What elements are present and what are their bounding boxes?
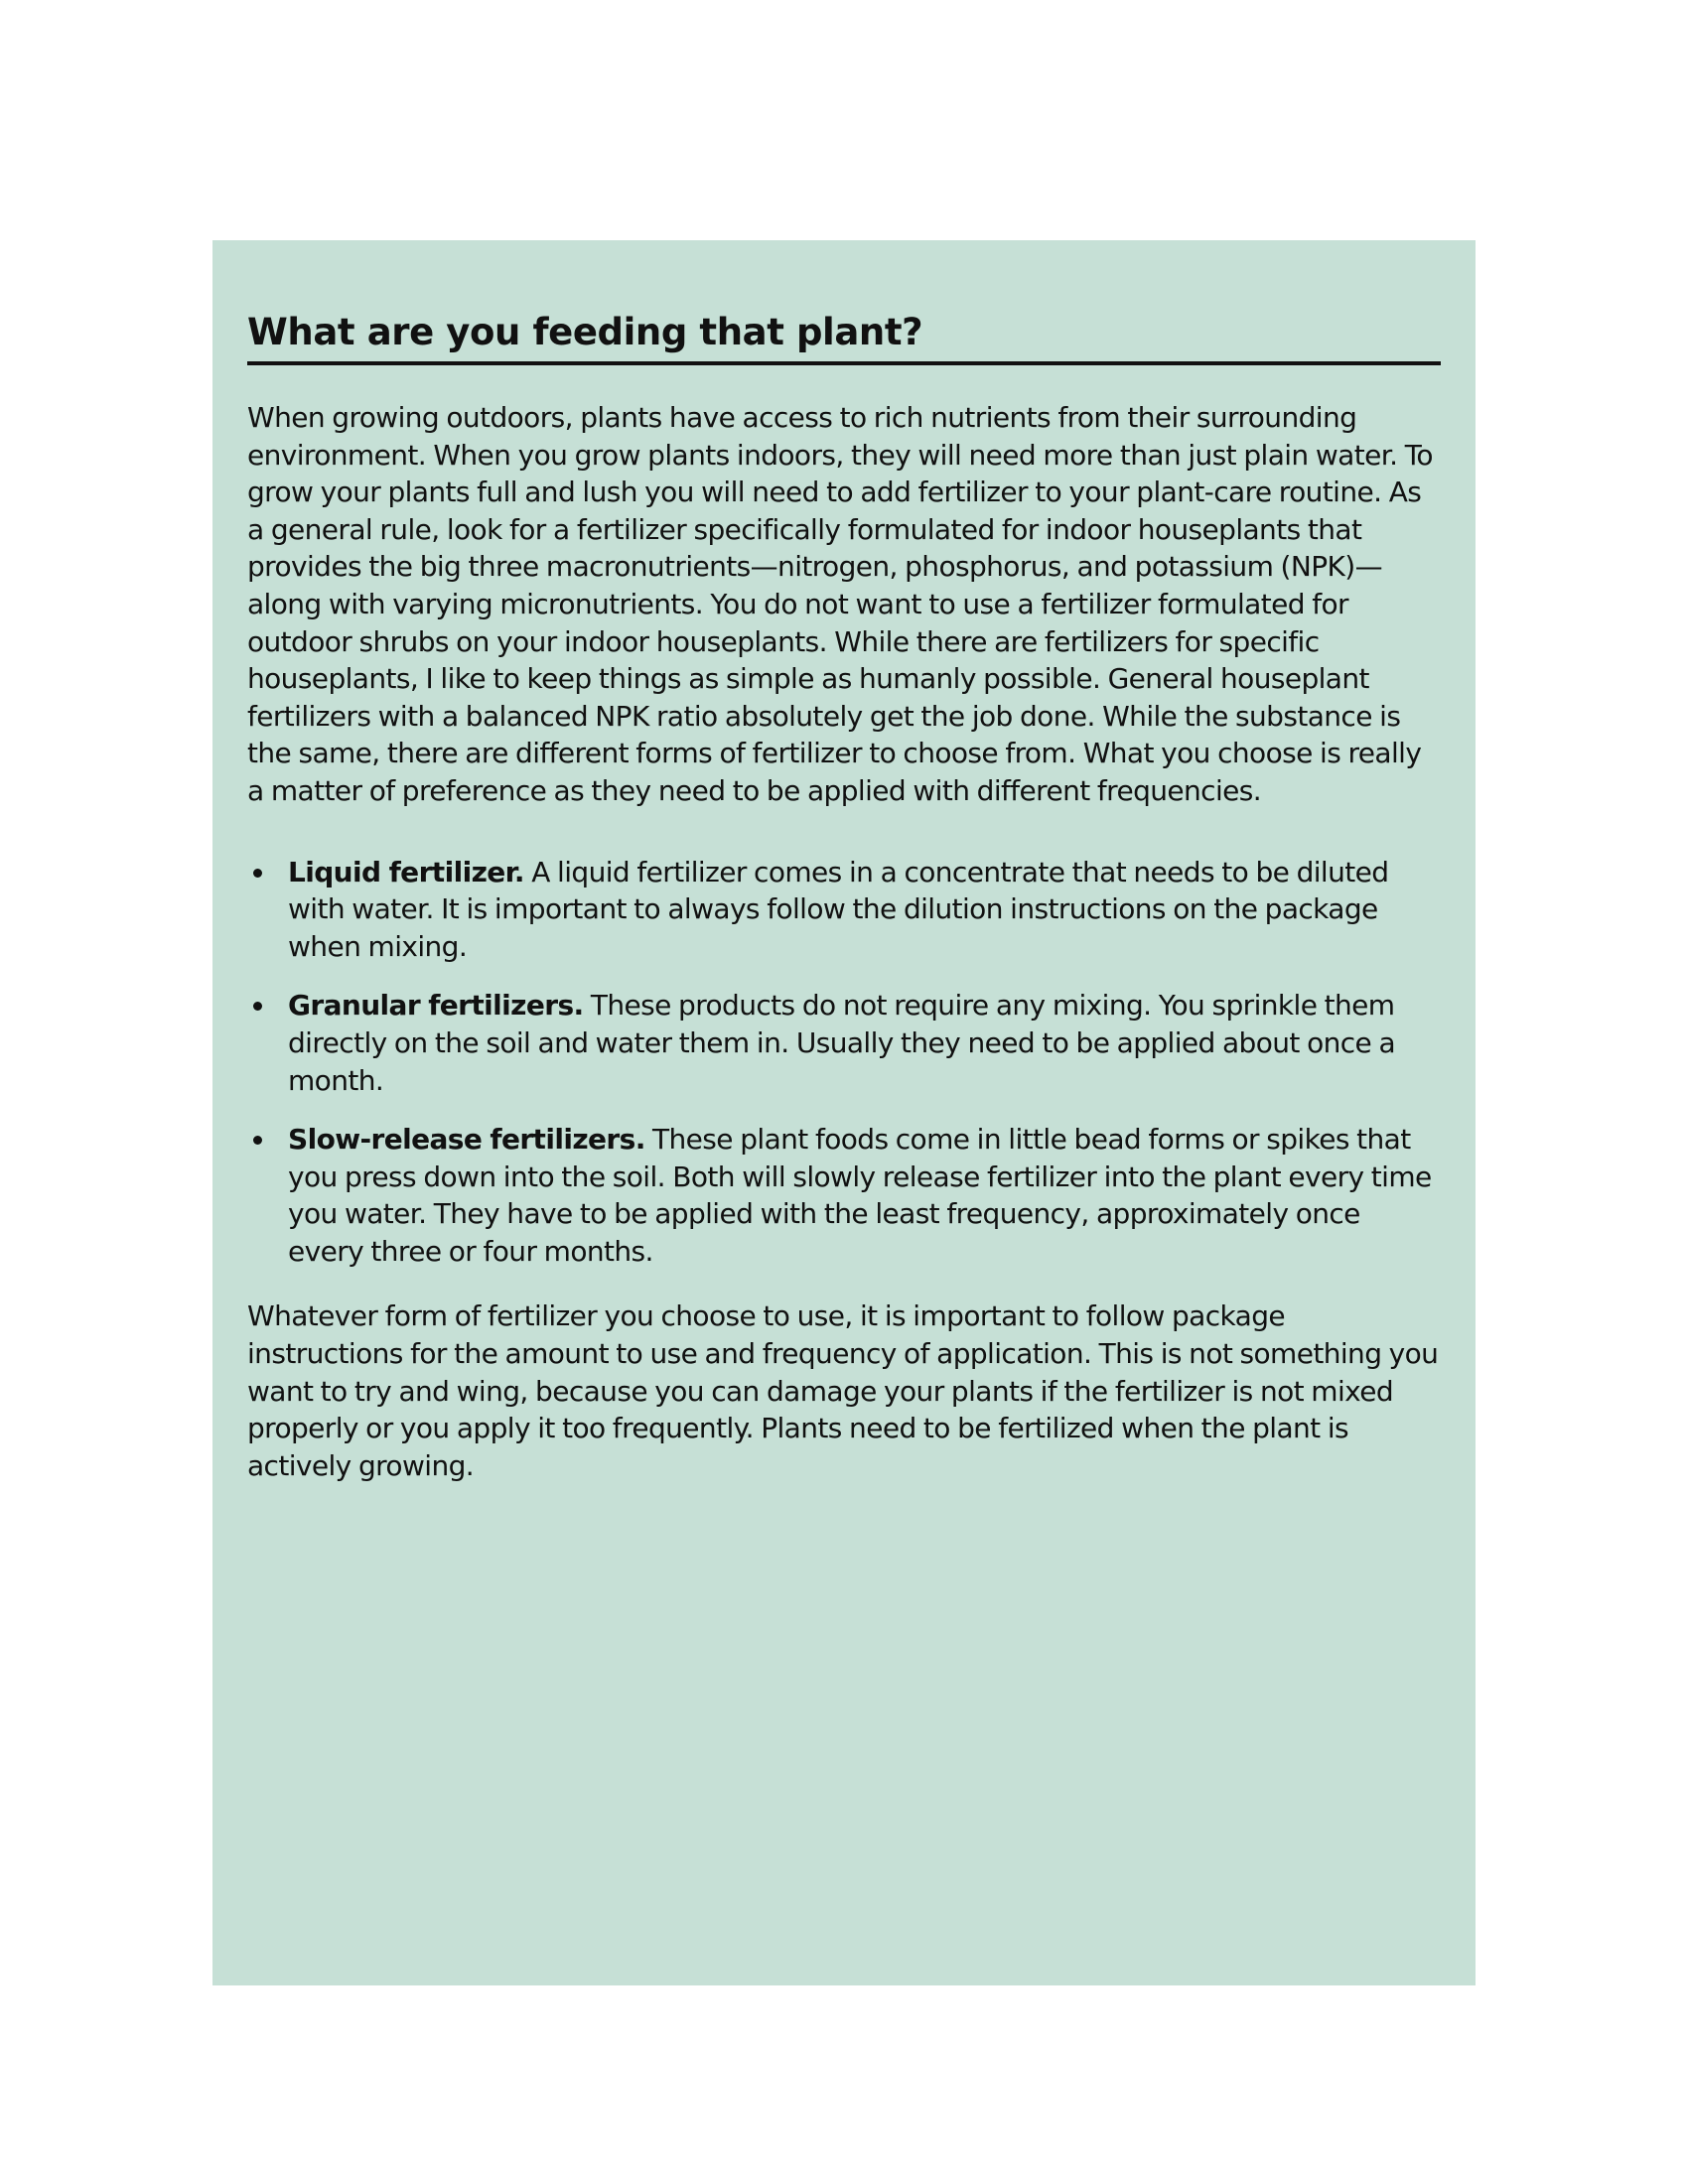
- fertilizer-list: [247, 854, 1441, 1271]
- closing-paragraph: Whatever form of fertilizer you choose to use, it is important to follow package instructions for the amount to use and frequency of application. This is not something you want to try and wing, because you can damage your plants if the fertilizer is not mixed properly or you apply it too frequently. Plants need to be fertilized when the plant is actively growing.: [247, 1299, 1439, 1482]
- sidebar-box: [212, 240, 1476, 1985]
- list-item: [247, 1121, 1441, 1270]
- bullet-term: Granular fertilizers.: [288, 989, 584, 1023]
- bullet-term: Slow-release fertilizers.: [288, 1123, 645, 1157]
- bullet-icon: [253, 869, 262, 878]
- sidebar-heading: What are you feeding that plant?: [247, 308, 1441, 365]
- bullet-text: These products do not require any mixing. You sprinkle them directly on the soil and water them in. Usually they need to be applied about once a month.: [288, 989, 1396, 1097]
- list-item: [247, 854, 1441, 966]
- list-item: [247, 987, 1441, 1099]
- bullet-icon: [253, 1136, 262, 1145]
- bullet-icon: [253, 1002, 262, 1011]
- bullet-term: Liquid fertilizer.: [288, 855, 524, 888]
- bullet-text: A liquid fertilizer comes in a concentrate that needs to be diluted with water. It is important to always follow the dilution instructions on the package when mixing.: [288, 855, 1389, 963]
- intro-paragraph: When growing outdoors, plants have access to rich nutrients from their surrounding environment. When you grow plants indoors, they will need more than just plain water. To grow your plants full and lush you will need to add fertilizer to your plant-care routine. As a general rule, look for a fertilizer specifically formulated for indoor houseplants that provides the big three macronutrients—nitrogen, phosphorus, and potassium (NPK)—along with varying micronutrients. You do not want to use a fertilizer formulated for outdoor shrubs on your indoor houseplants. While there are fertilizers for specific houseplants, I like to keep things as simple as humanly possible. General houseplant fertilizers with a balanced NPK ratio absolutely get the job done. While the substance is the same, there are different forms of fertilizer to choose from. What you choose is really a matter of preference as they need to be applied with different frequencies.: [247, 401, 1433, 807]
- bullet-text: These plant foods come in little bead forms or spikes that you press down into the soil. Both will slowly release fertilizer into the plant every time you water. They have to be applied with the least frequency, approximately once every three or four months.: [288, 1123, 1432, 1268]
